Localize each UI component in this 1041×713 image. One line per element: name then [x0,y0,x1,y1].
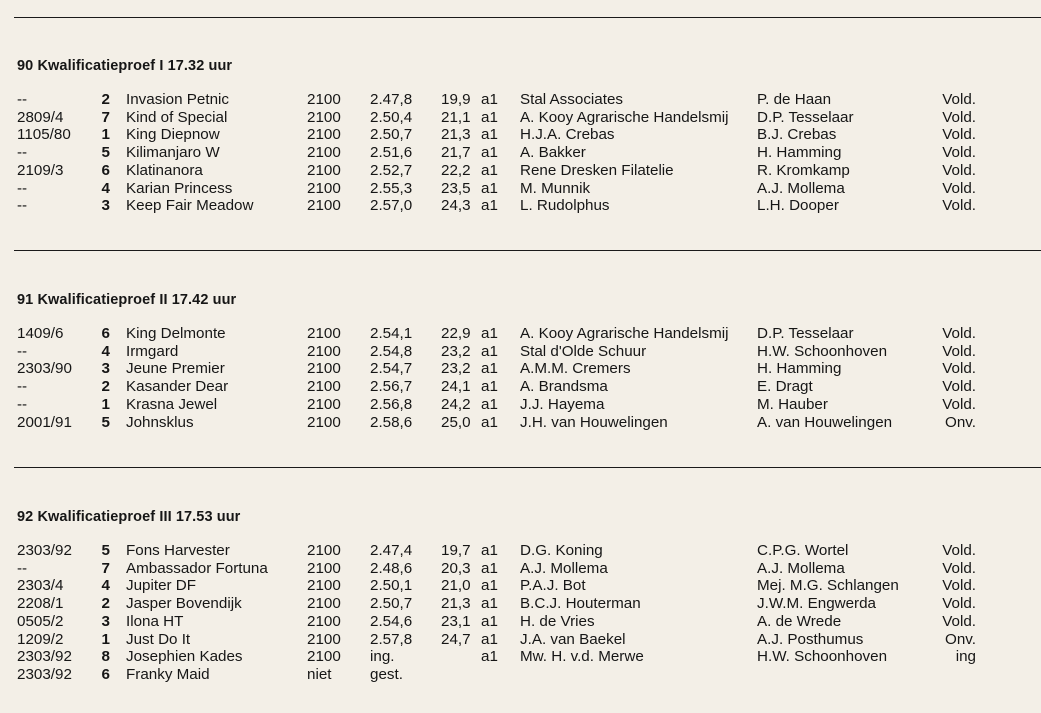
distance-cell: 2100 [307,612,341,630]
result-row [0,542,1041,560]
km-time-cell: 24,2 [441,395,471,413]
result-cell: Vold. [942,542,976,559]
reference-cell: 2303/92 [17,665,72,683]
distance-cell: 2100 [307,144,341,162]
start-number-cell: 6 [101,665,110,683]
section-divider [14,250,1041,251]
time-cell: 2.58,6 [370,413,413,431]
driver-cell: L.H. Dooper [757,197,839,215]
horse-name-cell: Franky Maid [126,665,210,683]
start-number-cell: 8 [101,648,110,666]
km-time-cell: 19,7 [441,542,471,559]
time-cell: 2.50,7 [370,126,413,144]
distance-cell: 2100 [307,197,341,215]
result-cell: Vold. [942,179,976,197]
distance-cell: 2100 [307,126,341,144]
result-cell: Onv. [945,413,976,431]
start-number-cell: 6 [101,161,110,179]
owner-cell: P.A.J. Bot [520,577,586,595]
class-cell: a1 [481,630,498,648]
result-cell: Vold. [942,360,976,378]
horse-name-cell: Keep Fair Meadow [126,197,254,215]
time-cell: 2.50,7 [370,595,413,613]
start-number-cell: 5 [101,144,110,162]
owner-cell: L. Rudolphus [520,197,610,215]
start-number-cell: 7 [101,559,110,577]
distance-cell: 2100 [307,91,341,108]
reference-cell: 1409/6 [17,325,64,342]
result-row [0,613,1041,631]
owner-cell: Stal d'Olde Schuur [520,342,647,360]
time-cell: gest. [370,665,403,683]
start-number-cell: 2 [101,91,110,108]
horse-name-cell: Ilona HT [126,612,184,630]
horse-name-cell: Josephien Kades [126,648,243,666]
km-time-cell: 21,1 [441,108,471,126]
class-cell: a1 [481,144,498,162]
section-divider [14,467,1041,468]
reference-cell: 1105/80 [17,126,71,144]
km-time-cell: 21,3 [441,126,471,144]
time-cell: 2.54,1 [370,325,413,342]
class-cell: a1 [481,612,498,630]
class-cell: a1 [481,360,498,378]
owner-cell: D.G. Koning [520,542,603,559]
result-row [0,325,1041,343]
km-time-cell: 21,3 [441,595,471,613]
start-number-cell: 7 [101,108,110,126]
result-cell: Vold. [942,342,976,360]
time-cell: 2.57,0 [370,197,413,215]
km-time-cell: 20,3 [441,559,471,577]
km-time-cell: 24,3 [441,197,471,215]
owner-cell: H. de Vries [520,612,595,630]
driver-cell: E. Dragt [757,378,813,396]
result-cell: Vold. [942,395,976,413]
class-cell: a1 [481,595,498,613]
km-time-cell: 23,2 [441,360,471,378]
driver-cell: R. Kromkamp [757,161,850,179]
distance-cell: 2100 [307,378,341,396]
distance-cell: 2100 [307,413,341,431]
start-number-cell: 5 [101,542,110,559]
start-number-cell: 1 [101,395,110,413]
time-cell: ing. [370,648,395,666]
km-time-cell: 24,7 [441,630,471,648]
driver-cell: H. Hamming [757,144,842,162]
time-cell: 2.50,1 [370,577,413,595]
class-cell: a1 [481,179,498,197]
driver-cell: D.P. Tesselaar [757,325,854,342]
class-cell: a1 [481,126,498,144]
driver-cell: Mej. M.G. Schlangen [757,577,899,595]
class-cell: a1 [481,161,498,179]
reference-cell: 2303/92 [17,542,72,559]
owner-cell: Stal Associates [520,91,623,108]
result-row [0,180,1041,198]
class-cell: a1 [481,197,498,215]
time-cell: 2.50,4 [370,108,413,126]
km-time-cell: 22,2 [441,161,471,179]
result-cell: ing [955,648,976,666]
km-time-cell: 21,7 [441,144,471,162]
reference-cell: 2001/91 [17,413,72,431]
horse-name-cell: Irmgard [126,342,179,360]
km-time-cell: 23,2 [441,342,471,360]
class-cell: a1 [481,342,498,360]
result-cell: Vold. [942,91,976,108]
result-cell: Vold. [942,161,976,179]
result-row [0,648,1041,666]
reference-cell: 2809/4 [17,108,64,126]
result-cell: Vold. [942,378,976,396]
class-cell: a1 [481,648,498,666]
driver-cell: B.J. Crebas [757,126,837,144]
horse-name-cell: Jasper Bovendijk [126,595,242,613]
race-title: 90 Kwalificatieproef I 17.32 uur [17,58,233,74]
horse-name-cell: Johnsklus [126,413,194,431]
class-cell: a1 [481,325,498,342]
horse-name-cell: Jupiter DF [126,577,197,595]
start-number-cell: 6 [101,325,110,342]
start-number-cell: 5 [101,413,110,431]
result-row [0,378,1041,396]
distance-cell: 2100 [307,559,341,577]
result-cell: Vold. [942,108,976,126]
horse-name-cell: Krasna Jewel [126,395,218,413]
class-cell: a1 [481,577,498,595]
start-number-cell: 1 [101,630,110,648]
reference-cell: -- [17,378,28,396]
driver-cell: H.W. Schoonhoven [757,648,888,666]
time-cell: 2.54,7 [370,360,413,378]
result-cell: Vold. [942,325,976,342]
driver-cell: A.J. Mollema [757,179,845,197]
time-cell: 2.47,8 [370,91,413,108]
horse-name-cell: Fons Harvester [126,542,230,559]
horse-name-cell: Just Do It [126,630,191,648]
distance-cell: 2100 [307,630,341,648]
result-row [0,666,1041,684]
class-cell: a1 [481,395,498,413]
result-row [0,197,1041,215]
driver-cell: A.J. Posthumus [757,630,864,648]
class-cell: a1 [481,559,498,577]
time-cell: 2.56,8 [370,395,413,413]
reference-cell: 2303/90 [17,360,72,378]
time-cell: 2.56,7 [370,378,413,396]
section-divider [14,17,1041,18]
start-number-cell: 1 [101,126,110,144]
driver-cell: A. de Wrede [757,612,842,630]
reference-cell: 1209/2 [17,630,64,648]
result-cell: Vold. [942,577,976,595]
race-title: 92 Kwalificatieproef III 17.53 uur [17,509,241,525]
result-row [0,414,1041,432]
km-time-cell: 23,1 [441,612,471,630]
result-cell: Vold. [942,144,976,162]
driver-cell: H. Hamming [757,360,842,378]
driver-cell: D.P. Tesselaar [757,108,854,126]
km-time-cell: 19,9 [441,91,471,108]
horse-name-cell: Kasander Dear [126,378,229,396]
distance-cell: 2100 [307,395,341,413]
horse-name-cell: Jeune Premier [126,360,225,378]
owner-cell: J.H. van Houwelingen [520,413,668,431]
result-cell: Vold. [942,126,976,144]
reference-cell: -- [17,179,28,197]
result-row [0,360,1041,378]
result-row [0,126,1041,144]
reference-cell: 2303/92 [17,648,72,666]
reference-cell: 2303/4 [17,577,64,595]
owner-cell: J.A. van Baekel [520,630,626,648]
km-time-cell: 23,5 [441,179,471,197]
owner-cell: M. Munnik [520,179,591,197]
distance-cell: 2100 [307,161,341,179]
result-cell: Onv. [945,630,976,648]
reference-cell: -- [17,342,28,360]
horse-name-cell: Ambassador Fortuna [126,559,268,577]
owner-cell: A.M.M. Cremers [520,360,631,378]
owner-cell: Rene Dresken Filatelie [520,161,674,179]
class-cell: a1 [481,413,498,431]
owner-cell: J.J. Hayema [520,395,605,413]
start-number-cell: 4 [101,577,110,595]
start-number-cell: 2 [101,378,110,396]
distance-cell: 2100 [307,595,341,613]
reference-cell: -- [17,144,28,162]
horse-name-cell: Klatinanora [126,161,203,179]
horse-name-cell: King Diepnow [126,126,220,144]
time-cell: 2.54,8 [370,342,413,360]
start-number-cell: 4 [101,342,110,360]
owner-cell: Mw. H. v.d. Merwe [520,648,644,666]
owner-cell: H.J.A. Crebas [520,126,615,144]
result-row [0,144,1041,162]
owner-cell: A. Brandsma [520,378,608,396]
km-time-cell: 22,9 [441,325,471,342]
time-cell: 2.57,8 [370,630,413,648]
start-number-cell: 3 [101,360,110,378]
driver-cell: C.P.G. Wortel [757,542,849,559]
distance-cell: 2100 [307,342,341,360]
result-row [0,577,1041,595]
result-cell: Vold. [942,595,976,613]
start-number-cell: 4 [101,179,110,197]
reference-cell: -- [17,559,28,577]
time-cell: 2.48,6 [370,559,413,577]
result-row [0,162,1041,180]
result-row [0,91,1041,109]
reference-cell: -- [17,91,28,108]
time-cell: 2.54,6 [370,612,413,630]
result-row [0,560,1041,578]
reference-cell: -- [17,395,28,413]
distance-cell: 2100 [307,325,341,342]
reference-cell: 2208/1 [17,595,64,613]
driver-cell: J.W.M. Engwerda [757,595,877,613]
horse-name-cell: Kilimanjaro W [126,144,220,162]
result-row [0,343,1041,361]
result-cell: Vold. [942,197,976,215]
horse-name-cell: Kind of Special [126,108,228,126]
driver-cell: P. de Haan [757,91,832,108]
class-cell: a1 [481,378,498,396]
result-row [0,595,1041,613]
owner-cell: A. Kooy Agrarische Handelsmij [520,325,729,342]
start-number-cell: 3 [101,612,110,630]
result-cell: Vold. [942,559,976,577]
result-row [0,631,1041,649]
driver-cell: M. Hauber [757,395,828,413]
owner-cell: A. Kooy Agrarische Handelsmij [520,108,729,126]
reference-cell: 2109/3 [17,161,64,179]
distance-cell: niet [307,665,332,683]
distance-cell: 2100 [307,360,341,378]
horse-name-cell: Karian Princess [126,179,233,197]
result-row [0,396,1041,414]
reference-cell: -- [17,197,28,215]
class-cell: a1 [481,91,498,108]
result-row [0,109,1041,127]
km-time-cell: 24,1 [441,378,471,396]
horse-name-cell: Invasion Petnic [126,91,229,108]
distance-cell: 2100 [307,108,341,126]
km-time-cell: 25,0 [441,413,471,431]
start-number-cell: 3 [101,197,110,215]
owner-cell: A. Bakker [520,144,586,162]
owner-cell: B.C.J. Houterman [520,595,641,613]
driver-cell: H.W. Schoonhoven [757,342,888,360]
driver-cell: A.J. Mollema [757,559,845,577]
distance-cell: 2100 [307,577,341,595]
distance-cell: 2100 [307,179,341,197]
race-title: 91 Kwalificatieproef II 17.42 uur [17,292,237,308]
time-cell: 2.51,6 [370,144,413,162]
horse-name-cell: King Delmonte [126,325,226,342]
time-cell: 2.55,3 [370,179,413,197]
owner-cell: A.J. Mollema [520,559,608,577]
driver-cell: A. van Houwelingen [757,413,893,431]
result-cell: Vold. [942,612,976,630]
distance-cell: 2100 [307,648,341,666]
reference-cell: 0505/2 [17,612,64,630]
distance-cell: 2100 [307,542,341,559]
km-time-cell: 21,0 [441,577,471,595]
time-cell: 2.52,7 [370,161,413,179]
time-cell: 2.47,4 [370,542,413,559]
class-cell: a1 [481,108,498,126]
class-cell: a1 [481,542,498,559]
start-number-cell: 2 [101,595,110,613]
